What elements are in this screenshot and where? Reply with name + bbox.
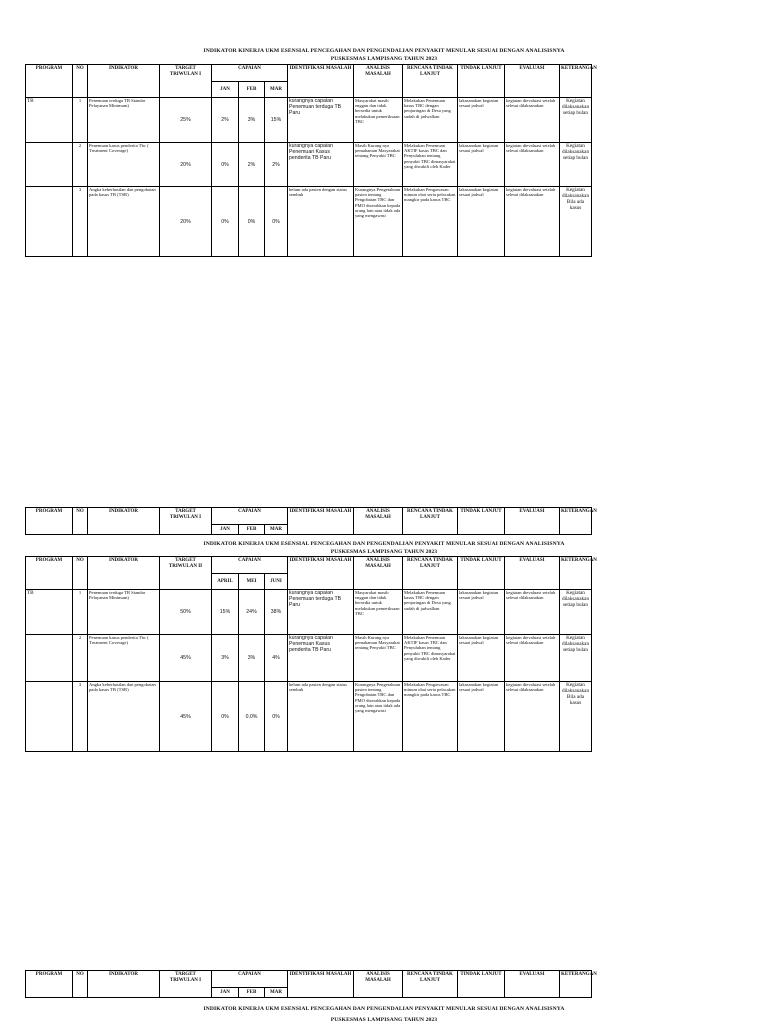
header-month: MEI xyxy=(239,574,265,590)
capaian-value: 0% xyxy=(212,682,239,752)
analisis-cell: Masih Kurang nya pemahaman Masyarakat tentang Penyakit TBC xyxy=(354,143,403,187)
analisis-cell: Masyarakat masih enggan dan tidak bersedia untuk melakukan pemeriksaan TBC xyxy=(354,590,403,635)
row-number: 3 xyxy=(73,187,88,257)
identifikasi-cell: kurangnya capaian Penemuan Kasus penderita TB Paru xyxy=(288,143,354,187)
report-title: INDIKATOR KINERJA UKM ESENSIAL PENCEGAHAN DAN PENGENDALIAN PENYAKIT MENULAR SESUAI DENGAN ANALISISNYA xyxy=(203,48,565,54)
header-no: NO xyxy=(73,65,88,98)
header-analisis: ANALISIS MASALAH xyxy=(354,557,403,590)
header-keterangan: KETERANGAN xyxy=(560,557,592,590)
identifikasi-cell: kurangnya capaian Penemuan Kasus penderita TB Paru xyxy=(288,635,354,682)
capaian-value: 0.0% xyxy=(239,682,265,752)
capaian-value: 0% xyxy=(212,187,239,257)
header-identifikasi: IDENTIFIKASI MASALAH xyxy=(288,65,354,98)
capaian-value: 3% xyxy=(212,635,239,682)
header-evaluasi: EVALUASI xyxy=(505,557,560,590)
capaian-value: 15% xyxy=(212,590,239,635)
header-identifikasi: IDENTIFIKASI MASALAH xyxy=(288,971,354,998)
keterangan-cell: Kegiatan dilaksanakan setiap bulan xyxy=(560,98,592,143)
capaian-value: 2% xyxy=(239,143,265,187)
report-title: INDIKATOR KINERJA UKM ESENSIAL PENCEGAHAN DAN PENGENDALIAN PENYAKIT MENULAR SESUAI DENGAN ANALISISNYA xyxy=(203,1006,565,1012)
capaian-value: 15% xyxy=(265,98,288,143)
tindak-cell: lakasanakan kegiatan sesuai jadwal xyxy=(458,635,505,682)
header-evaluasi: EVALUASI xyxy=(505,65,560,98)
capaian-value: 0% xyxy=(212,143,239,187)
rencana-cell: Melakukan Penemuan AKTIF kasus TBC dan Penyuluhan tentang penyakit TBC dimasyarakat yang diwakili oleh Kader xyxy=(403,635,458,682)
report-title: INDIKATOR KINERJA UKM ESENSIAL PENCEGAHAN DAN PENGENDALIAN PENYAKIT MENULAR SESUAI DENGAN ANALISISNYA xyxy=(203,541,565,547)
target-value: 45% xyxy=(160,682,212,752)
table-row xyxy=(26,98,592,143)
rencana-cell: Melakukan Penemuan kasus TBC dengan penjaringan di Desa yang sudah di jadwalkan xyxy=(403,98,458,143)
row-number: 2 xyxy=(73,143,88,187)
capaian-value: 0% xyxy=(239,187,265,257)
table-row xyxy=(26,590,592,635)
header-indikator: INDIKATOR xyxy=(88,508,160,535)
indikator-cell: Penemuan kasus penderita Tbc ( Treatment Coverage) xyxy=(88,143,160,187)
row-number: 3 xyxy=(73,682,88,752)
header-tindak: TINDAK LANJUT xyxy=(458,557,505,590)
tw1-table xyxy=(25,64,597,257)
header-program: PROGRAM xyxy=(26,557,73,590)
header-no: NO xyxy=(73,971,88,998)
header-month: MAR xyxy=(265,525,288,535)
report-subtitle: PUSKESMAS LAMPISANG TAHUN 2023 xyxy=(330,1017,438,1023)
identifikasi-cell: kurangnya capaian Penemuan terduga TB Paru xyxy=(288,98,354,143)
identifikasi-cell: belum ada pasien dengan status sembuh xyxy=(288,187,354,257)
identifikasi-cell: kurangnya capaian Penemuan terduga TB Paru xyxy=(288,590,354,635)
capaian-value: 38% xyxy=(265,590,288,635)
header-month: JUNI xyxy=(265,574,288,590)
header-identifikasi: IDENTIFIKASI MASALAH xyxy=(288,508,354,535)
header-rencana: RENCANA TINDAK LANJUT xyxy=(403,508,458,535)
header-program: PROGRAM xyxy=(26,508,73,535)
header-month: FEB xyxy=(239,82,265,98)
row-number: 2 xyxy=(73,635,88,682)
table-row xyxy=(26,682,592,752)
capaian-value: 0% xyxy=(265,682,288,752)
header-month: FEB xyxy=(239,525,265,535)
evaluasi-cell: kegiatan dievaluasi setelah selesai dilaksanakan xyxy=(505,590,560,635)
program-cell: TB xyxy=(26,98,73,143)
program-cell: TB xyxy=(26,590,73,635)
header-target: TARGET TRIWULAN I xyxy=(160,508,212,535)
row-number: 1 xyxy=(73,590,88,635)
capaian-value: 4% xyxy=(265,635,288,682)
header-no: NO xyxy=(73,557,88,590)
header-capaian: CAPAIAN xyxy=(212,65,288,82)
header-analisis: ANALISIS MASALAH xyxy=(354,65,403,98)
header-program: PROGRAM xyxy=(26,971,73,998)
keterangan-cell: Kegiatan dilaksanakan setiap bulan xyxy=(560,590,592,635)
header-month: FEB xyxy=(239,988,265,998)
header-rencana: RENCANA TINDAK LANJUT xyxy=(403,557,458,590)
tindak-cell: lakasanakan kegiatan sesuai jadwal xyxy=(458,682,505,752)
table-row xyxy=(26,635,592,682)
capaian-value: 3% xyxy=(239,98,265,143)
header-rencana: RENCANA TINDAK LANJUT xyxy=(403,971,458,998)
header-capaian: CAPAIAN xyxy=(212,971,288,988)
report-subtitle: PUSKESMAS LAMPISANG TAHUN 2023 xyxy=(330,56,438,62)
header-indikator: INDIKATOR xyxy=(88,557,160,590)
header-capaian: CAPAIAN xyxy=(212,508,288,525)
indikator-cell: Penemuan kasus penderita Tbc ( Treatment Coverage) xyxy=(88,635,160,682)
target-value: 20% xyxy=(160,143,212,187)
header-month: JAN xyxy=(212,525,239,535)
keterangan-cell: Kegiatan dilaksanakan Bila ada kasus xyxy=(560,187,592,257)
header-target: TARGET TRIWULAN I xyxy=(160,65,212,98)
keterangan-cell: Kegiatan dilaksanakan setiap bulan xyxy=(560,635,592,682)
header-tindak: TINDAK LANJUT xyxy=(458,971,505,998)
table-row xyxy=(26,187,592,257)
capaian-value: 2% xyxy=(265,143,288,187)
capaian-value: 24% xyxy=(239,590,265,635)
analisis-cell: Masih Kurang nya pemahaman Masyarakat tentang Penyakit TBC xyxy=(354,635,403,682)
header-month: JAN xyxy=(212,988,239,998)
target-value: 50% xyxy=(160,590,212,635)
header-tindak: TINDAK LANJUT xyxy=(458,508,505,535)
capaian-value: 2% xyxy=(212,98,239,143)
repeat-header-table xyxy=(25,507,597,535)
identifikasi-cell: belum ada pasien dengan status sembuh xyxy=(288,682,354,752)
header-keterangan: KETERANGAN xyxy=(560,65,592,98)
evaluasi-cell: kegiatan dievaluasi setelah selesai dilaksanakan xyxy=(505,143,560,187)
indikator-cell: Angka keberhasilan dan pengobatan pada kasus TB (TSR) xyxy=(88,682,160,752)
header-identifikasi: IDENTIFIKASI MASALAH xyxy=(288,557,354,590)
header-keterangan: KETERANGAN xyxy=(560,971,592,998)
header-evaluasi: EVALUASI xyxy=(505,508,560,535)
target-value: 20% xyxy=(160,187,212,257)
capaian-value: 3% xyxy=(239,635,265,682)
header-tindak: TINDAK LANJUT xyxy=(458,65,505,98)
header-month: MAR xyxy=(265,82,288,98)
evaluasi-cell: kegiatan dievaluasi setelah selesai dilaksanakan xyxy=(505,187,560,257)
repeat-header-table xyxy=(25,970,597,998)
header-no: NO xyxy=(73,508,88,535)
header-indikator: INDIKATOR xyxy=(88,65,160,98)
keterangan-cell: Kegiatan dilaksanakan setiap bulan xyxy=(560,143,592,187)
header-month: MAR xyxy=(265,988,288,998)
target-value: 45% xyxy=(160,635,212,682)
header-month: APRIL xyxy=(212,574,239,590)
tindak-cell: lakasanakan kegiatan sesuai jadwal xyxy=(458,590,505,635)
header-keterangan: KETERANGAN xyxy=(560,508,592,535)
report-subtitle: PUSKESMAS LAMPISANG TAHUN 2023 xyxy=(330,549,438,555)
target-value: 25% xyxy=(160,98,212,143)
capaian-value: 0% xyxy=(265,187,288,257)
tw2-table xyxy=(25,556,597,752)
keterangan-cell: Kegiatan dilaksanakan Bila ada kasus xyxy=(560,682,592,752)
row-number: 1 xyxy=(73,98,88,143)
header-indikator: INDIKATOR xyxy=(88,971,160,998)
header-capaian: CAPAIAN xyxy=(212,557,288,574)
tindak-cell: lakasanakan kegiatan sesuai jadwal xyxy=(458,143,505,187)
evaluasi-cell: kegiatan dievaluasi setelah selesai dilaksanakan xyxy=(505,98,560,143)
header-evaluasi: EVALUASI xyxy=(505,971,560,998)
rencana-cell: Melakukan Pengawasan minum obat serta pelacakan mangkir pada kasus TBC xyxy=(403,187,458,257)
indikator-cell: Angka keberhasilan dan pengobatan pada kasus TB (TSR) xyxy=(88,187,160,257)
evaluasi-cell: kegiatan dievaluasi setelah selesai dilaksanakan xyxy=(505,635,560,682)
tindak-cell: lakasanakan kegiatan sesuai jadwal xyxy=(458,187,505,257)
rencana-cell: Melakukan Penemuan kasus TBC dengan penjaringan di Desa yang sudah di jadwalkan xyxy=(403,590,458,635)
header-month: JAN xyxy=(212,82,239,98)
indikator-cell: Penemuan terduga TB Standar Pelayanan Minimum) xyxy=(88,98,160,143)
rencana-cell: Melakukan Penemuan AKTIF kasus TBC dan Penyuluhan tentang penyakit TBC dimasyarakat yang diwakili oleh Kader xyxy=(403,143,458,187)
header-analisis: ANALISIS MASALAH xyxy=(354,971,403,998)
header-program: PROGRAM xyxy=(26,65,73,98)
rencana-cell: Melakukan Pengawasan minum obat serta pelacakan mangkir pada kasus TBC xyxy=(403,682,458,752)
header-analisis: ANALISIS MASALAH xyxy=(354,508,403,535)
table-row xyxy=(26,143,592,187)
analisis-cell: Kurangnya Pengetahuan pasien tentang Pengobatan TBC dan PMO diserahkan kepada orang lain atau tidak ada yang mengawasi xyxy=(354,682,403,752)
header-target: TARGET TRIWULAN II xyxy=(160,557,212,590)
analisis-cell: Masyarakat masih enggan dan tidak bersedia untuk melakukan pemeriksaan TBC xyxy=(354,98,403,143)
tindak-cell: lakasanakan kegiatan sesuai jadwal xyxy=(458,98,505,143)
evaluasi-cell: kegiatan dievaluasi setelah selesai dilaksanakan xyxy=(505,682,560,752)
indikator-cell: Penemuan terduga TB Standar Pelayanan Minimum) xyxy=(88,590,160,635)
header-target: TARGET TRIWULAN I xyxy=(160,971,212,998)
analisis-cell: Kurangnya Pengetahuan pasien tentang Pengobatan TBC dan PMO diserahkan kepada orang lain atau tidak ada yang mengawasi xyxy=(354,187,403,257)
header-rencana: RENCANA TINDAK LANJUT xyxy=(403,65,458,98)
